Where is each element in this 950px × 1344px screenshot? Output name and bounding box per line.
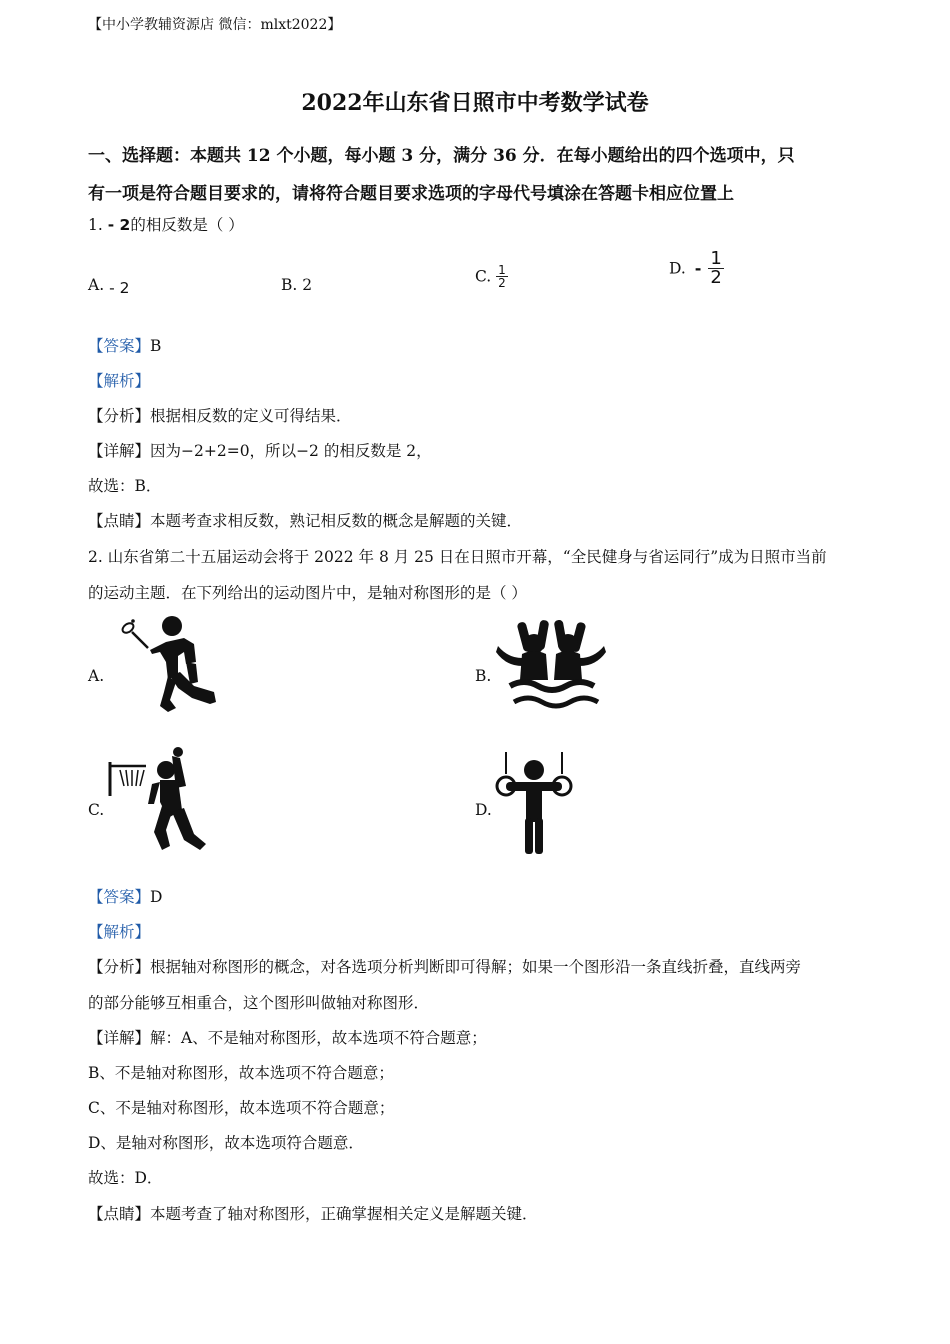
q2-answer-tag: 【答案】 [88, 888, 151, 906]
gymnastics-rings-icon [494, 752, 574, 860]
q2-option-b-analysis: B、不是轴对称图形，故本选项不符合题意； [88, 1064, 394, 1082]
q1-guxuan: 故选：B． [88, 477, 162, 495]
synchronized-swimming-icon [494, 614, 608, 714]
q2-xiangjie-text: 解：A、不是轴对称图形，故本选项不符合题意； [150, 1029, 487, 1047]
q2-stem-line1: 2. 山东省第二十五届运动会将于 2022 年 8 月 25 日在日照市开幕，“全民健身与省运同行”成为日照市当前 [88, 548, 827, 566]
q2-option-a-label: A. [88, 667, 105, 685]
q1-option-d-sign: - [694, 259, 702, 278]
q2-option-d-label: D. [475, 801, 492, 819]
q1-option-a-label: A. [88, 276, 105, 294]
q1-option-a-value: - 2 [109, 279, 130, 297]
badminton-player-icon [106, 612, 226, 714]
q1-option-d [669, 250, 724, 287]
q1-option-d-denominator: 2 [710, 267, 722, 288]
q1-expression: - 2 [107, 216, 131, 234]
q1-analysis-tag: 【解析】 [88, 372, 151, 390]
q1-stem [88, 213, 244, 235]
q1-fenxi-text: 根据相反数的定义可得结果． [150, 407, 352, 425]
q1-answer [88, 334, 161, 356]
q1-fenxi [88, 404, 352, 426]
q1-option-d-numerator: 1 [710, 248, 722, 269]
section-heading-line1: 一、选择题：本题共 12 个小题，每小题 3 分，满分 36 分．在每小题给出的四个选项中，只 [88, 146, 795, 166]
q1-answer-tag: 【答案】 [88, 337, 151, 355]
q2-answer [88, 885, 162, 907]
q1-option-c-label: C. [475, 267, 492, 286]
q1-option-b: B. 2 [281, 276, 313, 294]
q1-fenxi-tag: 【分析】 [88, 407, 151, 425]
q1-xiangjie-tag: 【详解】 [88, 442, 151, 460]
header-note: 【中小学教辅资源店 微信：mlxt2022】 [88, 17, 342, 33]
q1-xiangjie-text: 因为−2+2=0，所以−2 的相反数是 2， [150, 442, 432, 460]
q2-guxuan: 故选：D． [88, 1169, 163, 1187]
q2-stem-line2: 的运动主题．在下列给出的运动图片中，是轴对称图形的是（ ） [88, 584, 527, 602]
q1-option-c-fraction [496, 264, 508, 289]
page-title: 2022年山东省日照市中考数学试卷 [301, 90, 649, 116]
q1-option-d-label: D. [669, 259, 686, 278]
q2-xiangjie [88, 1026, 487, 1048]
section-heading-line2: 有一项是符合题目要求的，请将符合题目要求选项的字母代号填涂在答题卡相应位置上 [88, 184, 734, 204]
q1-option-c [475, 264, 508, 289]
q2-dianjing-text: 本题考查了轴对称图形，正确掌握相关定义是解题关键． [150, 1205, 538, 1223]
q2-fenxi-tag: 【分析】 [88, 958, 151, 976]
q2-xiangjie-tag: 【详解】 [88, 1029, 151, 1047]
q2-option-b-label: B. [475, 667, 492, 685]
q2-option-c-analysis: C、不是轴对称图形，故本选项不符合题意； [88, 1099, 395, 1117]
q1-dianjing-text: 本题考查求相反数，熟记相反数的概念是解题的关键． [150, 512, 523, 530]
q2-fenxi-line1 [88, 955, 801, 977]
q1-question: 的相反数是（ ） [130, 216, 244, 234]
q1-dianjing-tag: 【点睛】 [88, 512, 151, 530]
q2-answer-value: D [150, 888, 163, 906]
q2-dianjing [88, 1202, 538, 1224]
q1-dianjing [88, 509, 522, 531]
q2-dianjing-tag: 【点睛】 [88, 1205, 151, 1223]
q2-fenxi-text1: 根据轴对称图形的概念，对各选项分析判断即可得解；如果一个图形沿一条直线折叠，直线两旁 [150, 958, 802, 976]
q1-option-a [88, 276, 130, 297]
basketball-player-icon [106, 746, 216, 856]
q2-option-d-analysis: D、是轴对称图形，故本选项符合题意． [88, 1134, 364, 1152]
q1-number: 1. [88, 216, 108, 234]
q1-option-c-numerator: 1 [498, 263, 506, 277]
q2-option-c-label: C. [88, 801, 105, 819]
q1-xiangjie [88, 439, 432, 461]
q2-analysis-tag: 【解析】 [88, 923, 151, 941]
q1-option-c-denominator: 2 [498, 276, 506, 290]
q2-fenxi-line2: 的部分能够互相重合，这个图形叫做轴对称图形． [88, 994, 430, 1012]
q1-answer-value: B [150, 337, 162, 355]
q1-option-d-fraction [708, 250, 723, 287]
